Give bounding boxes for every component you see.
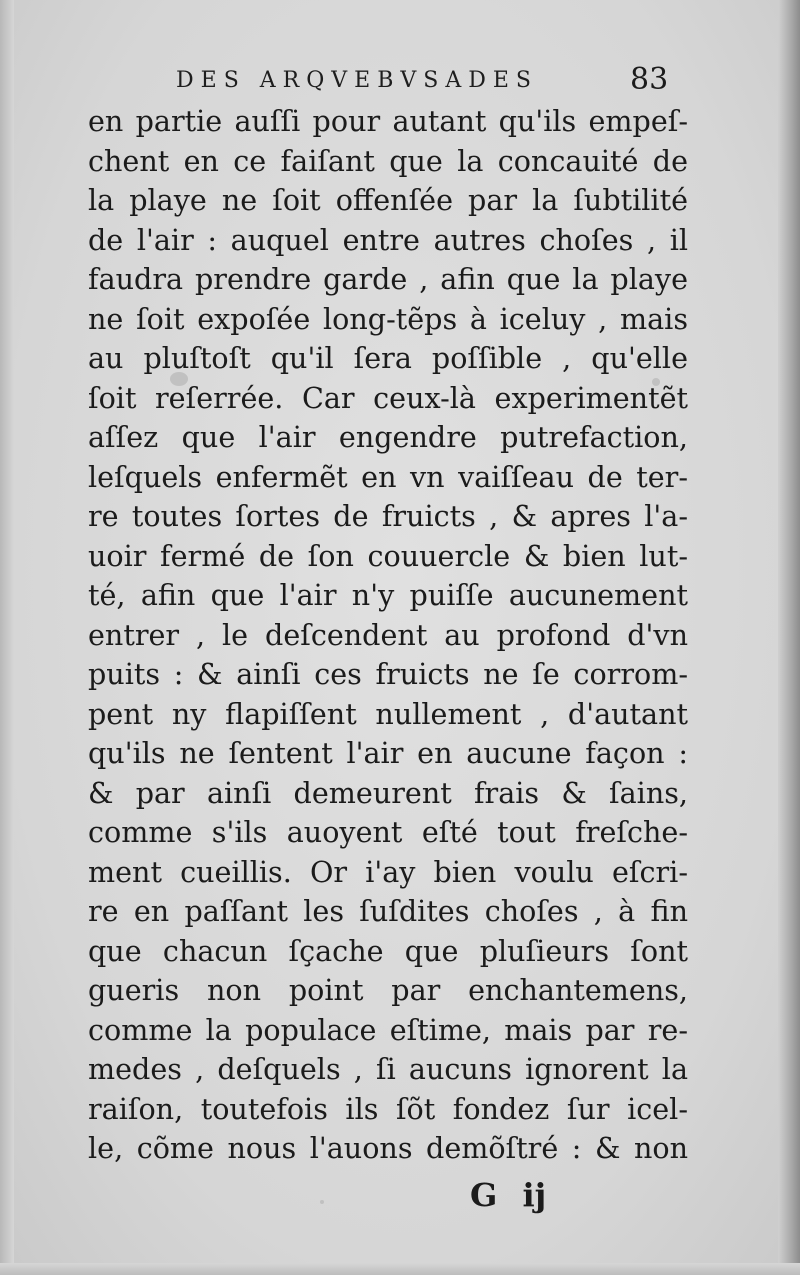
text-line: puits : & ainſi ces fruicts ne ſe corrom- xyxy=(88,657,688,691)
text-line: re en paſſant les ſuſdites choſes , à fin xyxy=(88,894,688,928)
text-line: ment cueillis. Or i'ay bien voulu eſcri- xyxy=(88,854,688,889)
text-line: medes , deſquels , ſi aucuns ignorent la xyxy=(88,1052,688,1086)
paper-speck xyxy=(320,1200,324,1204)
text-line: ſoit reſerrée. Car ceux-là experimentẽt xyxy=(88,380,688,415)
text-line: leſquels enfermẽt en vn vaiſſeau de ter- xyxy=(88,459,688,494)
text-line: comme s'ils auoyent eſté tout freſche- xyxy=(88,815,688,849)
text-line: la playe ne ſoit offenſée par la ſubtilité xyxy=(88,183,688,217)
body-text xyxy=(88,102,688,1169)
text-line: aſſez que l'air engendre putrefaction, xyxy=(88,420,688,454)
running-title: DES ARQVEBVSADES xyxy=(176,68,538,93)
text-line: ne ſoit expoſée long-tẽps à iceluy , mais xyxy=(88,301,688,336)
text-line: au pluſtoſt qu'il ſera poſſible , qu'elle xyxy=(88,341,688,375)
text-line: gueris non point par enchantemens, xyxy=(88,973,688,1007)
page-bottom-edge xyxy=(0,1263,800,1275)
page-number: 83 xyxy=(630,62,669,97)
page-right-edge xyxy=(778,0,800,1275)
text-line: raiſon, toutefois ils ſõt fondez ſur icel- xyxy=(88,1091,688,1126)
text-line: de l'air : auquel entre autres choſes , il xyxy=(88,222,688,257)
text-line: faudra prendre garde , afin que la playe xyxy=(88,262,688,296)
text-line: re toutes ſortes de fruicts , & apres l'a- xyxy=(88,499,688,533)
text-line: chent en ce faiſant que la concauité de xyxy=(88,143,688,178)
text-line: uoir fermé de ſon couuercle & bien lut- xyxy=(88,538,688,573)
text-line: en partie auſſi pour autant qu'ils empeſ- xyxy=(88,104,688,138)
text-line: comme la populace eſtime, mais par re- xyxy=(88,1012,688,1047)
text-line: qu'ils ne ſentent l'air en aucune façon : xyxy=(88,736,688,770)
text-line: té, afin que l'air n'y puiſſe aucunement xyxy=(88,578,688,612)
text-line: que chacun ſçache que pluſieurs ſont xyxy=(88,933,688,968)
text-line: entrer , le deſcendent au profond d'vn xyxy=(88,617,688,652)
signature-mark: G ij xyxy=(470,1176,547,1214)
text-line: pent ny flapiſſent nullement , d'autant xyxy=(88,696,688,731)
text-line: & par ainſi demeurent frais & ſains, xyxy=(88,775,688,810)
text-line: le, cõme nous l'auons demõſtré : & non xyxy=(88,1131,688,1165)
page-left-edge xyxy=(0,0,14,1275)
